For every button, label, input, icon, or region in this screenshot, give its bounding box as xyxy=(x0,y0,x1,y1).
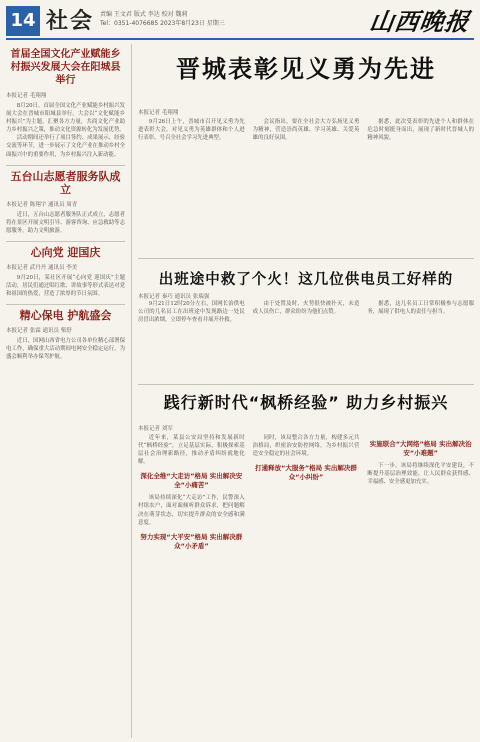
divider xyxy=(138,384,474,385)
article-title: 精心保电 护航盛会 xyxy=(19,309,112,323)
article-paragraph: 近年来，某县公安局坚持和发展新时代“枫桥经验”，立足基层实际，积极探索基层社会治理新路径，推动矛盾纠纷就地化解。 xyxy=(138,435,245,466)
fengqiao-byline: 本报记者 刘军 xyxy=(138,426,173,432)
right-area xyxy=(138,44,474,738)
divider xyxy=(6,241,125,242)
divider xyxy=(6,165,125,166)
editor-info: 责编 王文君 版式 李达 校对 魏莉 xyxy=(100,11,188,18)
article-paragraph: 9月26日上午，晋城市召开见义勇为先进表彰大会，对见义勇为英雄群体和个人进行表彰，号召全社会学习先进典型。 xyxy=(138,119,245,142)
article-subhead: 深化全维“大走访”格局 实出解决安全“小痛苦” xyxy=(140,472,243,490)
fengqiao-body xyxy=(138,434,474,738)
article-paragraph: 该局持续深化“大走访”工作，民警深入村组农户，面对面倾听群众诉求，把问题解决在萌芽状态，切实提升群众的安全感和满意度。 xyxy=(138,495,245,526)
article-paragraph: 会议指出，要在全社会大力弘扬见义勇为精神，营造崇尚英雄、学习英雄、关爱英雄的良好氛围。 xyxy=(252,119,360,142)
article-national-day xyxy=(6,246,125,298)
masthead xyxy=(0,0,480,42)
date-info: Tel：0351-4076685 2023年8月23日 星期三 xyxy=(100,20,225,27)
article-power-supply xyxy=(6,309,125,361)
article-paragraph: 活动期间还举行了项目签约、成果展示、经验交流等环节，进一步展示了文化产业在推动乡村全面振兴中的重要作用，为乡村振兴注入新动能。 xyxy=(6,135,125,158)
article-subhead: 实施联合“大网络”格局 实出解决治安“小难题” xyxy=(369,440,472,457)
divider xyxy=(6,304,125,305)
article-paragraph: 同时，该局整合各方力量，构建多元共治格局，织密治安防控网络，为乡村振兴营造安全稳定的社会环境。 xyxy=(252,435,360,458)
article-title: 首届全国文化产业赋能乡村振兴发展大会在阳城县举行 xyxy=(10,49,121,86)
page-number: 14 xyxy=(6,6,40,36)
article-cultural-industry xyxy=(6,48,125,159)
article-paragraph: 据悉，这几名员工日常积极参与志愿服务，展现了供电人的责任与担当。 xyxy=(367,301,474,316)
article-paragraph: 8月20日，首届全国文化产业赋能乡村振兴发展大会在晋城市阳城县举行。大会以“文化赋能乡村振兴”为主题，汇聚各方力量，共商文化产业助力乡村振兴之策，推动文化资源转化为发展优势。 xyxy=(6,103,125,134)
article-paragraph: 近日，国网山西省电力公司各单位精心部署保电工作，确保重大活动期间电网安全稳定运行，为盛会顺利举办保驾护航。 xyxy=(6,338,125,361)
lead-byline: 本报记者 毛翔翔 xyxy=(138,110,179,116)
fire-rescue-byline: 本报记者 秦巧 通讯员 张瑞强 xyxy=(138,294,210,300)
section-title: 社会 xyxy=(46,8,95,34)
article-volunteers xyxy=(6,170,125,235)
fengqiao-headline: 践行新时代“枫桥经验” 助力乡村振兴 xyxy=(163,393,449,412)
article-byline: 本报记者 毛翔翔 xyxy=(6,93,47,99)
article-byline: 本报记者 张霖 通讯员 柴舒 xyxy=(6,328,72,335)
newspaper-logo: 山西晚报 xyxy=(367,7,472,36)
fire-rescue-body xyxy=(138,300,474,382)
masthead-rule xyxy=(6,38,474,40)
fire-rescue-headline: 出班途中救了个火！这几位供电员工好样的 xyxy=(158,272,454,288)
article-byline: 本报记者 武丹丹 通讯员 李美 xyxy=(6,264,78,271)
divider xyxy=(138,258,474,259)
article-paragraph: 下一步，该局将继续深化平安建设，不断提升基层治理效能，让人民群众获得感、幸福感、安全感更加充实。 xyxy=(367,463,474,486)
left-column xyxy=(6,44,132,738)
lead-body xyxy=(138,118,474,246)
article-subhead: 打通释放“大服务”格局 实出解决群众“小纠纷” xyxy=(255,464,357,482)
article-title: 五台山志愿者服务队成立 xyxy=(10,169,121,196)
article-paragraph: 据悉，此次受表彰的先进个人和群体在危急时刻挺身而出，展现了新时代晋城人的精神风貌。 xyxy=(367,119,474,142)
article-paragraph: 近日，五台山志愿者服务队正式成立，志愿者将在景区开展文明引导、游客咨询、应急救助等志愿服务，助力文明旅游。 xyxy=(6,211,125,234)
article-title: 心向党 迎国庆 xyxy=(30,245,101,259)
article-byline: 本报记者 陈翔宇 通讯员 周青 xyxy=(6,201,78,208)
article-paragraph: 由于处置及时，火势很快被扑灭，未造成人员伤亡，群众纷纷为他们点赞。 xyxy=(252,301,360,316)
article-paragraph: 9月20日，某社区开展“心向党 迎国庆”主题活动，居民们通过唱红歌、讲故事等形式表达对党和祖国的热爱，营造了浓厚的节日氛围。 xyxy=(6,274,125,298)
lead-headline: 晋城表彰见义勇为先进 xyxy=(176,55,436,83)
article-paragraph: 9月21日12时20分左右，国网长治供电公司的几名员工在出班途中发现路边一处民房冒出浓烟，立即停车查看并展开扑救。 xyxy=(138,301,245,324)
article-subhead: 努力实现“大平安”格局 实出解决群众“小矛盾” xyxy=(140,532,243,550)
